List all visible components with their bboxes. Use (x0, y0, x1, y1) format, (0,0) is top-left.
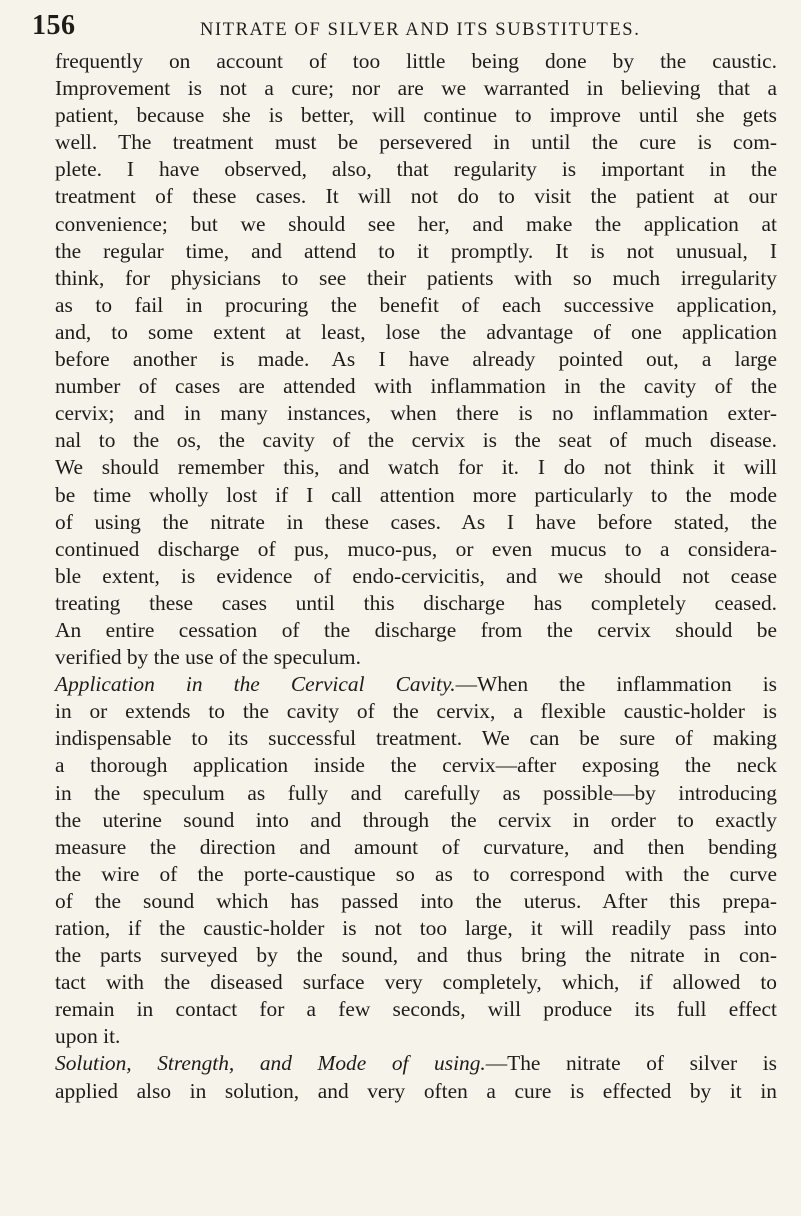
line-text: and, to some extent at least, lose the advantage of one application (55, 319, 777, 344)
text-line (55, 75, 777, 102)
text-line (55, 319, 777, 346)
section-subheading: Application in the Cervical Cavity. (55, 672, 456, 697)
text-line (55, 1023, 777, 1050)
line-text: well. The treatment must be persevered in until the cure is com- (55, 130, 777, 155)
text-line (55, 861, 777, 888)
line-text: the wire of the porte-caustique so as to correspond with the curve (55, 861, 777, 886)
paragraph (55, 671, 777, 1050)
line-text: —The nitrate of silver is (485, 1051, 777, 1076)
section-subheading: Solution, Strength, and Mode of using. (55, 1051, 486, 1076)
line-text: as to fail in procuring the benefit of each successive application, (55, 292, 777, 317)
text-line (55, 644, 777, 671)
line-text: continued discharge of pus, muco-pus, or even mucus to a considera- (55, 536, 777, 561)
page-number: 156 (32, 10, 76, 41)
line-text: tact with the diseased surface very completely, which, if allowed to (55, 970, 777, 995)
line-text: We should remember this, and watch for it. I do not think it will (55, 455, 777, 480)
text-line (55, 482, 777, 509)
line-text: of using the nitrate in these cases. As I have before stated, the (55, 509, 777, 534)
line-text: treatment of these cases. It will not do to visit the patient at our (55, 184, 777, 209)
text-line (55, 292, 777, 319)
line-text: in the speculum as fully and carefully as possible—by introducing (55, 780, 777, 805)
text-line (55, 671, 777, 698)
line-text: ble extent, is evidence of endo-cervicitis, and we should not cease (55, 563, 777, 588)
text-line (55, 129, 777, 156)
text-line (55, 373, 777, 400)
line-text: frequently on account of too little being done by the caustic. (55, 49, 777, 73)
text-line (55, 427, 777, 454)
line-text: nal to the os, the cavity of the cervix is the seat of much disease. (55, 428, 777, 453)
text-line (55, 942, 777, 969)
text-line (55, 563, 777, 590)
line-text: verified by the use of the speculum. (55, 645, 361, 670)
line-text: remain in contact for a few seconds, will produce its full effect (55, 997, 777, 1022)
text-line (55, 1078, 777, 1105)
text-line (55, 915, 777, 942)
line-text: An entire cessation of the discharge from the cervix should be (55, 617, 777, 642)
text-line (55, 698, 777, 725)
line-text: cervix; and in many instances, when there is no inflammation exter- (55, 401, 777, 426)
body-text (55, 48, 777, 1105)
line-text: the uterine sound into and through the cervix in order to exactly (55, 807, 777, 832)
text-line (55, 807, 777, 834)
text-line (55, 752, 777, 779)
text-line (55, 888, 777, 915)
line-text: in or extends to the cavity of the cervix, a flexible caustic-holder is (55, 699, 777, 724)
text-line (55, 265, 777, 292)
text-line (55, 183, 777, 210)
line-text: a thorough application inside the cervix—after exposing the neck (55, 753, 777, 778)
text-line (55, 102, 777, 129)
line-text: of the sound which has passed into the uterus. After this prepa- (55, 888, 777, 913)
line-text: indispensable to its successful treatment. We can be sure of making (55, 726, 777, 751)
text-line (55, 454, 777, 481)
text-line (55, 211, 777, 238)
text-line (55, 617, 777, 644)
text-line (55, 400, 777, 427)
text-line (55, 996, 777, 1023)
text-line (55, 156, 777, 183)
line-text: applied also in solution, and very often a cure is effected by it in (55, 1078, 777, 1103)
text-line (55, 536, 777, 563)
page-header (30, 8, 770, 48)
text-line (55, 834, 777, 861)
line-text: the parts surveyed by the sound, and thus bring the nitrate in con- (55, 943, 777, 968)
text-line (55, 969, 777, 996)
line-text: be time wholly lost if I call attention more particularly to the mode (55, 482, 777, 507)
line-text: treating these cases until this discharge has completely ceased. (55, 590, 777, 615)
text-line (55, 48, 777, 75)
line-text: the regular time, and attend to it promptly. It is not unusual, I (55, 238, 777, 263)
line-text: Improvement is not a cure; nor are we warranted in believing that a (55, 76, 777, 101)
running-head: NITRATE OF SILVER AND ITS SUBSTITUTES. (200, 20, 641, 40)
line-text: ration, if the caustic-holder is not too large, it will readily pass into (55, 916, 777, 940)
line-text: measure the direction and amount of curvature, and then bending (55, 834, 777, 859)
text-line (55, 238, 777, 265)
line-text: convenience; but we should see her, and make the application at (55, 211, 777, 236)
text-line (55, 590, 777, 617)
text-line (55, 1050, 777, 1077)
line-text: upon it. (55, 1024, 121, 1049)
line-text: number of cases are attended with inflammation in the cavity of the (55, 374, 777, 399)
text-line (55, 346, 777, 373)
paragraph (55, 1050, 777, 1104)
text-line (55, 509, 777, 536)
text-line (55, 780, 777, 807)
line-text: patient, because she is better, will continue to improve until she gets (55, 103, 777, 128)
line-text: plete. I have observed, also, that regularity is important in the (55, 157, 777, 182)
paragraph (55, 48, 777, 671)
text-line (55, 725, 777, 752)
line-text: think, for physicians to see their patients with so much irregularity (55, 265, 777, 290)
line-text: before another is made. As I have already pointed out, a large (55, 347, 777, 372)
line-text: —When the inflammation is (455, 672, 777, 697)
